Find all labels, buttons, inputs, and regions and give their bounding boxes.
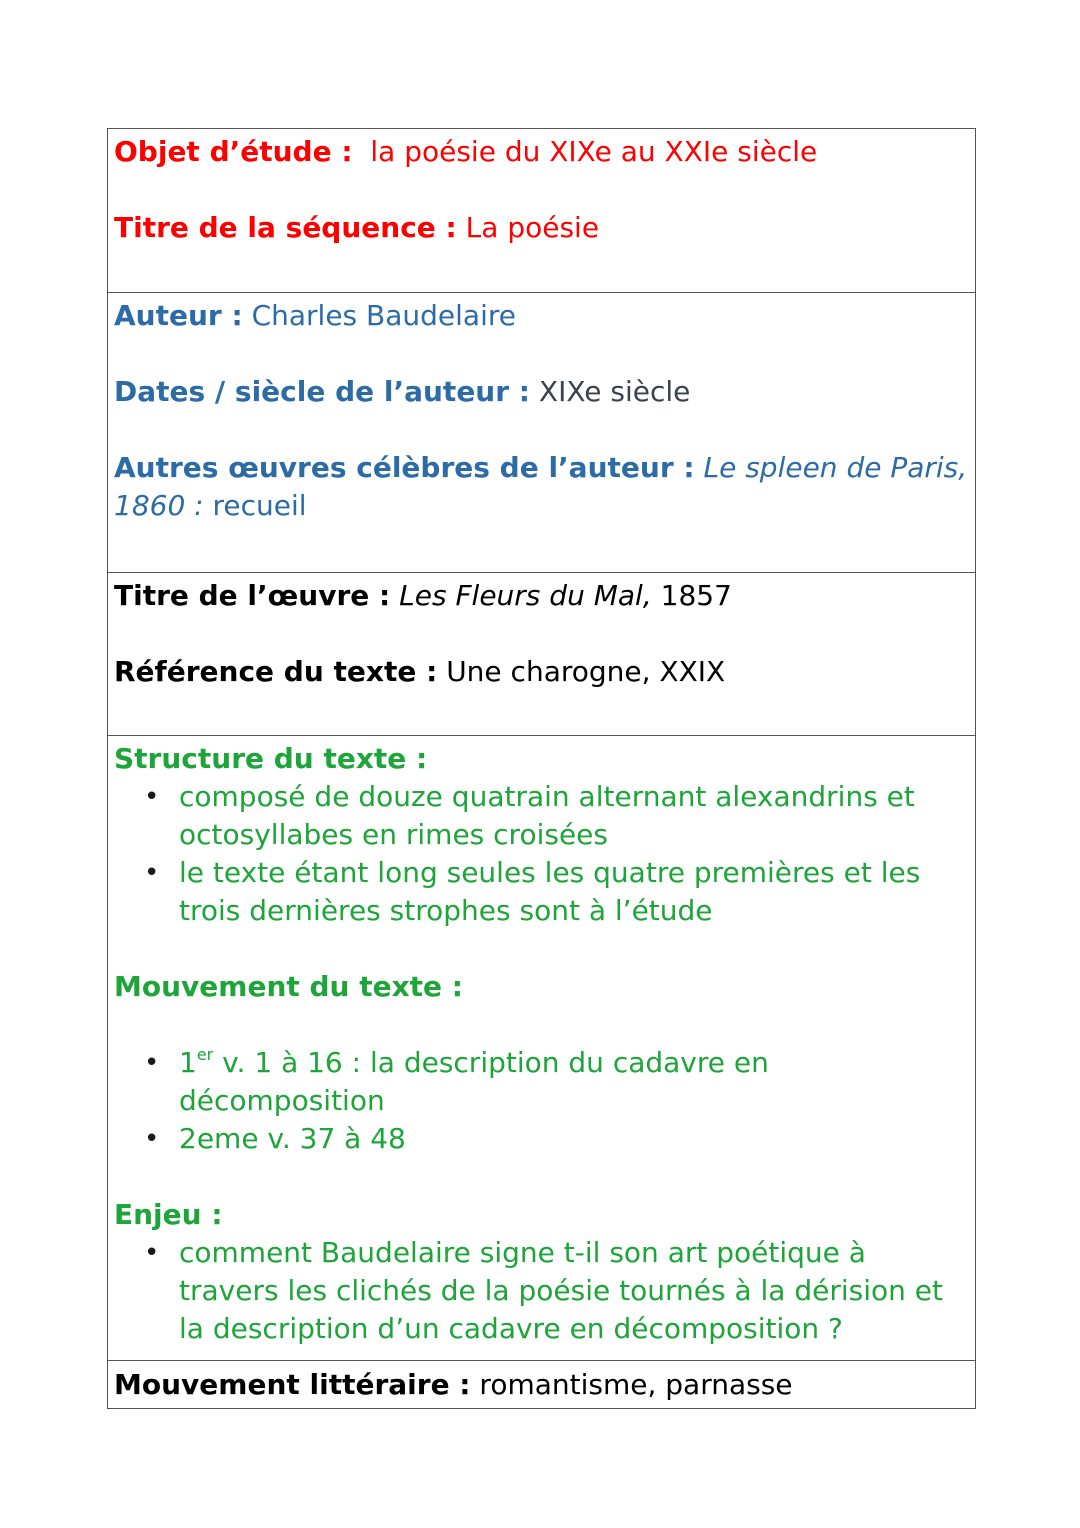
auteur-label: Auteur : xyxy=(114,299,243,332)
cell-objet-etude xyxy=(108,129,975,292)
autres-oeuvres-type: recueil xyxy=(212,489,307,522)
fiche-table xyxy=(107,128,976,1409)
titre-oeuvre-line xyxy=(114,577,969,615)
mouvement-litteraire-line xyxy=(114,1366,969,1404)
bullet-icon: • xyxy=(144,782,160,812)
autres-oeuvres-title: Le spleen de Paris, xyxy=(703,451,968,484)
structure-list xyxy=(114,778,969,930)
bullet-icon: • xyxy=(144,1048,160,1078)
list-item: • comment Baudelaire signe t-il son art poétique à travers les clichés de la poésie tournés à la dérision et la description d’un cadavre en décomposition ? xyxy=(144,1236,943,1345)
reference-line xyxy=(114,653,969,691)
dates-value: XIXe siècle xyxy=(538,375,691,408)
cell-structure xyxy=(108,735,975,1360)
autres-oeuvres-label: Autres œuvres célèbres de l’auteur : xyxy=(114,451,695,484)
enjeu-label: Enjeu : xyxy=(114,1198,223,1231)
mouvement-texte-label: Mouvement du texte : xyxy=(114,970,463,1003)
bullet-icon: • xyxy=(144,1238,160,1268)
titre-oeuvre-year: 1857 xyxy=(660,579,732,612)
cell-auteur xyxy=(108,292,975,572)
dates-line xyxy=(114,373,969,411)
sequence-value: La poésie xyxy=(465,211,600,244)
sequence-label: Titre de la séquence : xyxy=(114,211,457,244)
enjeu-list xyxy=(114,1234,969,1348)
structure-label: Structure du texte : xyxy=(114,742,428,775)
bullet-icon: • xyxy=(144,858,160,888)
bullet-icon: • xyxy=(144,1124,160,1154)
mouvement-litteraire-value: romantisme, parnasse xyxy=(479,1368,793,1401)
list-item: • composé de douze quatrain alternant alexandrins et octosyllabes en rimes croisées xyxy=(144,780,915,851)
reference-value: Une charogne, XXIX xyxy=(446,655,726,688)
titre-oeuvre-value: Les Fleurs du Mal, xyxy=(399,579,652,612)
mouvement-litteraire-label: Mouvement littéraire : xyxy=(114,1368,471,1401)
auteur-line xyxy=(114,297,969,335)
objet-etude-value: la poésie du XIXe au XXIe siècle xyxy=(370,135,818,168)
autres-oeuvres-year: 1860 : xyxy=(114,489,204,522)
objet-etude-label: Objet d’étude : xyxy=(114,135,353,168)
auteur-value: Charles Baudelaire xyxy=(251,299,516,332)
mouvement-list xyxy=(114,1044,969,1158)
autres-oeuvres-line xyxy=(114,449,969,525)
dates-label: Dates / siècle de l’auteur : xyxy=(114,375,530,408)
reference-label: Référence du texte : xyxy=(114,655,438,688)
cell-mouvement-litteraire xyxy=(108,1360,975,1408)
list-item: • 2eme v. 37 à 48 xyxy=(114,1120,969,1158)
titre-oeuvre-label: Titre de l’œuvre : xyxy=(114,579,391,612)
list-item: • le texte étant long seules les quatre premières et les trois dernières strophes sont à l’étude xyxy=(144,856,921,927)
objet-etude-line xyxy=(114,133,969,171)
cell-titre-oeuvre xyxy=(108,572,975,735)
sequence-line xyxy=(114,209,969,247)
list-item: • 1er v. 1 à 16 : la description du cadavre en décomposition xyxy=(144,1045,769,1117)
